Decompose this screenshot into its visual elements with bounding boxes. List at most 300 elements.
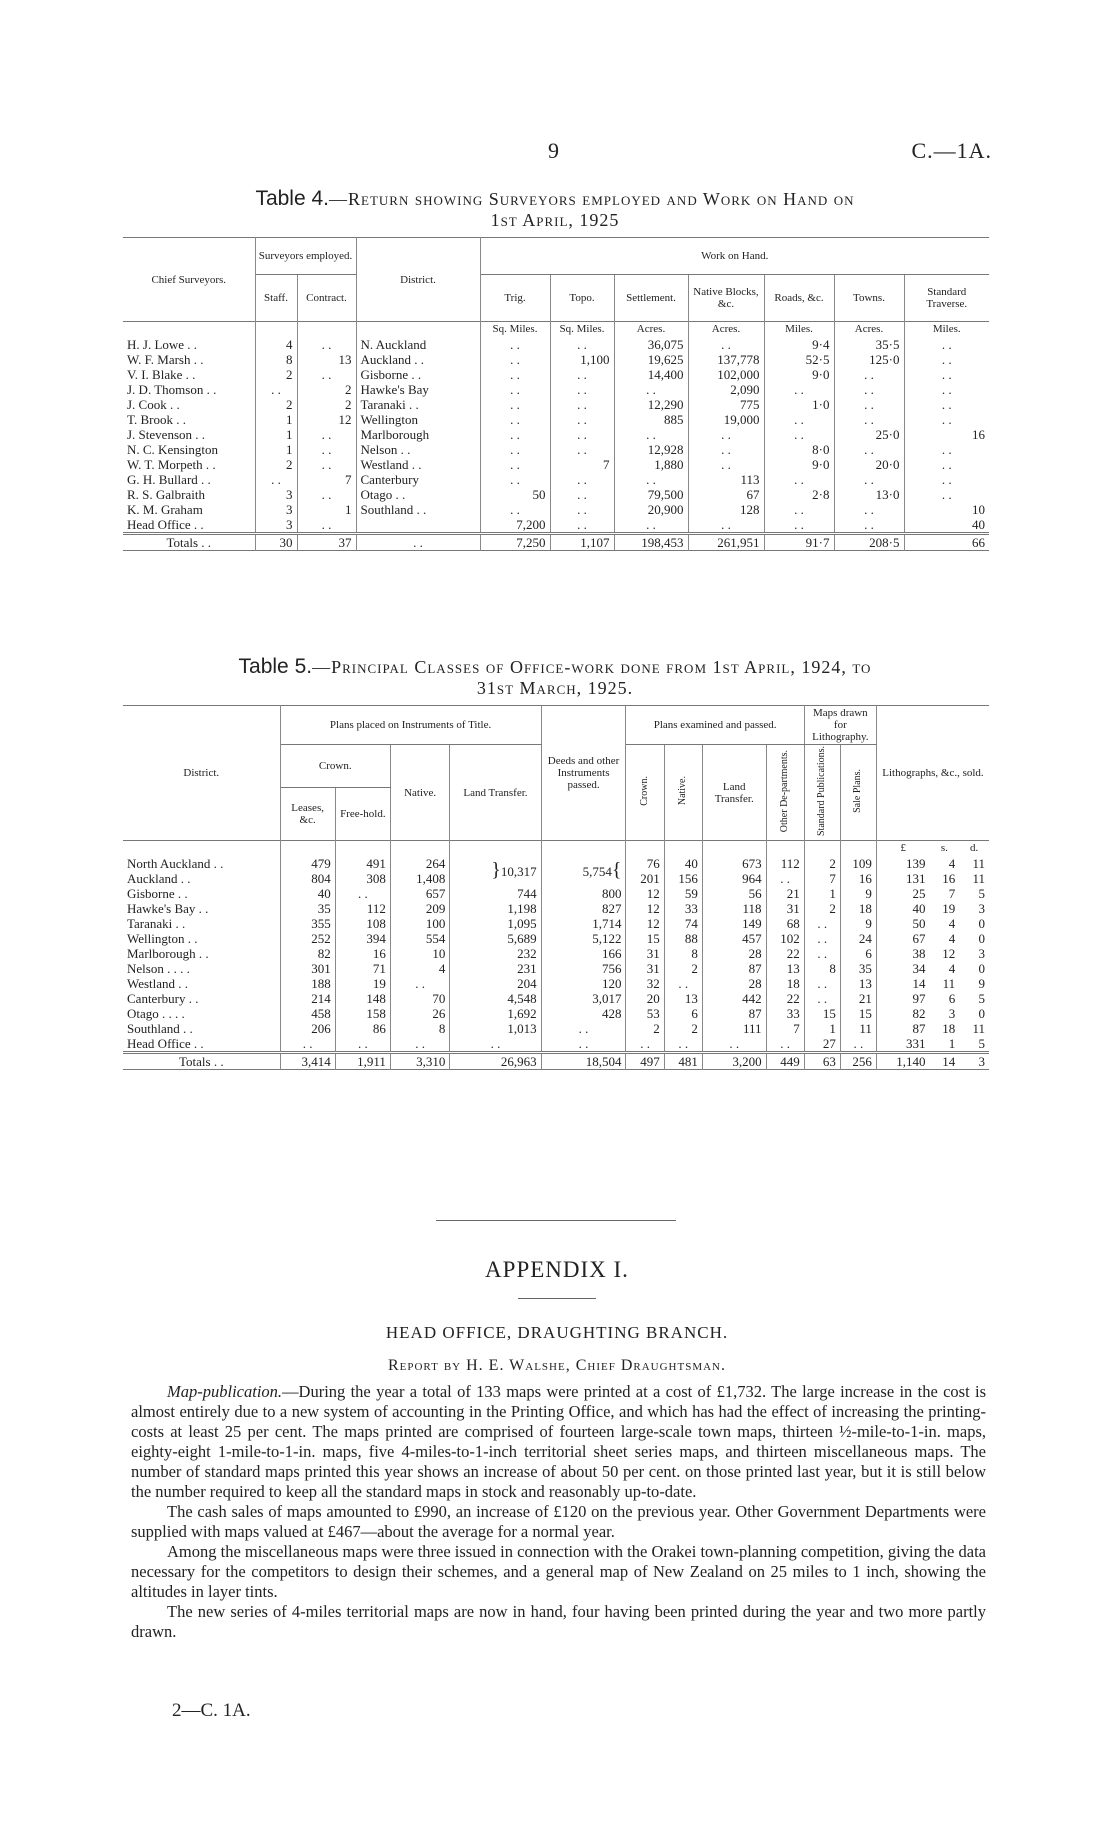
table5-cell: Southland . .: [123, 1021, 280, 1036]
table4-total-value: . .: [356, 534, 480, 551]
table-row: [123, 517, 989, 534]
table5-cell: 166: [541, 946, 626, 961]
table5-cell: Auckland . .: [123, 871, 280, 886]
table4-cell: 7,200: [480, 517, 550, 534]
table4-cell: . .: [941, 442, 952, 457]
table4-cell: . .: [255, 382, 297, 397]
table4-cell: 14,400: [614, 367, 688, 382]
table5-cell: 1,408: [390, 871, 449, 886]
table4-cell: . .: [480, 367, 550, 382]
table5-total-value: 3: [978, 1054, 985, 1069]
table4-unit-blank: [255, 322, 297, 338]
table5-cell: 188: [280, 976, 335, 991]
table5-cell: 28: [702, 946, 766, 961]
table4-cell: . .: [941, 352, 952, 367]
table5-cell: 149: [702, 916, 766, 931]
table4-cell: . .: [297, 457, 356, 472]
table5-header-deeds: Deeds and other Instruments passed.: [541, 706, 626, 841]
table5-cell: 82: [280, 946, 335, 961]
table5-cell: 657: [390, 886, 449, 901]
table5-cell: 4: [948, 931, 956, 946]
section-divider: [436, 1220, 676, 1221]
table4-cell: . .: [834, 502, 904, 517]
table5-cell: 33: [766, 1006, 804, 1021]
table5-cell: 76: [626, 856, 664, 871]
table-row: [123, 337, 989, 352]
table4-total-value: 208·5: [834, 534, 904, 551]
table4-unit: Acres.: [688, 322, 764, 338]
table5-cell: 40: [280, 886, 335, 901]
table4-cell: Taranaki . .: [356, 397, 480, 412]
table5-unit-blank: [390, 841, 449, 857]
table5-cell: 0: [978, 961, 985, 976]
table5-cell: 6: [664, 1006, 702, 1021]
table4-cell: 775: [688, 397, 764, 412]
table4-total-value: 66: [972, 535, 985, 550]
table4-cell: . .: [688, 442, 764, 457]
table5-cell: 68: [766, 916, 804, 931]
table5-header-ex-crown: Crown.: [626, 745, 664, 841]
table5-cell: 804: [280, 871, 335, 886]
table5-header-maps-drawn: Maps drawn for Lithography.: [804, 706, 876, 745]
table5-header-district: District.: [123, 706, 280, 841]
table5-cell: Gisborne . .: [123, 886, 280, 901]
table4-cell: . .: [764, 502, 834, 517]
table5-cell: [541, 856, 626, 886]
table5-cell: . .: [626, 1036, 664, 1053]
table4-cell: . .: [834, 472, 904, 487]
table5-total-value: 1,911: [335, 1053, 390, 1070]
table5-cell: 7: [766, 1021, 804, 1036]
table5-units-row: [123, 841, 989, 857]
table4-unit: Acres.: [834, 322, 904, 338]
table5-cell: 88: [664, 931, 702, 946]
table4-cell: . .: [480, 427, 550, 442]
table4-cell: 102,000: [688, 367, 764, 382]
table5-cell: Canterbury . .: [123, 991, 280, 1006]
table5-cell: . .: [335, 1036, 390, 1053]
table5-cell: 100: [390, 916, 449, 931]
table5-cell: 5,689: [450, 931, 541, 946]
table5-cell: 28: [702, 976, 766, 991]
table5-cell: . .: [390, 1036, 449, 1053]
table5-cell: 32: [626, 976, 664, 991]
table5-cell: 16: [840, 871, 876, 886]
table5-cell: 70: [390, 991, 449, 1006]
table4-total-value: 7,250: [480, 534, 550, 551]
table5-cell: 111: [702, 1021, 766, 1036]
table-row: [123, 472, 989, 487]
table5-header-other-depts: Other De-partments.: [766, 745, 804, 841]
table4-cell: . .: [764, 412, 834, 427]
table4-cell: 128: [688, 502, 764, 517]
table4-header-trig: Trig.: [480, 275, 550, 322]
table4-cell: 12: [297, 412, 356, 427]
table5-cell: 18: [942, 1021, 956, 1036]
table4-cell: J. D. Thomson . .: [123, 382, 255, 397]
table4-cell: 52·5: [764, 352, 834, 367]
table5-cell: 252: [280, 931, 335, 946]
table5-cell: 25: [912, 886, 926, 901]
table4-cell: . .: [550, 337, 614, 352]
table5-cell: 9: [840, 916, 876, 931]
table5-cell: 301: [280, 961, 335, 976]
table4-total-value: 198,453: [614, 534, 688, 551]
table5-cell: . .: [840, 1036, 876, 1053]
table4-cell: 25·0: [834, 427, 904, 442]
table5-cell: 3: [978, 946, 985, 961]
table4-unit: Acres.: [614, 322, 688, 338]
table5-cell: 744: [450, 886, 541, 901]
table5-cell: 131: [905, 871, 926, 886]
table4-cell: . .: [480, 352, 550, 367]
table5-cell: . .: [280, 1036, 335, 1053]
table5-unit-blank: [702, 841, 766, 857]
table5-merged-land-transfer: 10,317: [500, 864, 537, 879]
table4-header-topo: Topo.: [550, 275, 614, 322]
table5-cell: 120: [541, 976, 626, 991]
table4-header-settlement: Settlement.: [614, 275, 688, 322]
table-row: [123, 397, 989, 412]
table4-total-value: 37: [297, 534, 356, 551]
table4-header-surveyors: Surveyors employed.: [255, 238, 356, 275]
table5-total-value: 3,310: [390, 1053, 449, 1070]
table5-cell: 756: [541, 961, 626, 976]
table-row: [123, 352, 989, 367]
table4-cell: . .: [297, 517, 356, 534]
table5-cell: 87: [912, 1021, 926, 1036]
table5-header-native: Native.: [390, 745, 449, 841]
table4-cell: . .: [834, 442, 904, 457]
table4-cell: 2: [255, 367, 297, 382]
appendix-body: [131, 1382, 986, 1642]
table5-cell: 11: [840, 1021, 876, 1036]
table5-cell: 964: [702, 871, 766, 886]
table4-cell: . .: [550, 442, 614, 457]
table4-cell: . .: [764, 517, 834, 534]
table5-cell: 5: [978, 886, 985, 901]
table5-cell: 331: [905, 1036, 926, 1051]
table5-cell: 7: [804, 871, 840, 886]
table4-cell: . .: [550, 397, 614, 412]
table5-cell: 9: [978, 976, 985, 991]
table5-cell: Taranaki . .: [123, 916, 280, 931]
table5-cell: 40: [664, 856, 702, 871]
table4-cell: . .: [297, 427, 356, 442]
table4-title: [120, 188, 990, 231]
brace-icon: }: [491, 859, 501, 881]
table5-cell: Head Office . .: [123, 1036, 280, 1053]
table4-cell: Wellington: [356, 412, 480, 427]
table5-cell: 13: [766, 961, 804, 976]
table4-title-line2: 1st April, 1925: [490, 210, 620, 230]
table4-cell: Gisborne . .: [356, 367, 480, 382]
table5-total-value: 3,200: [702, 1053, 766, 1070]
table4-cell: 19,000: [688, 412, 764, 427]
table5-cell: 14: [912, 976, 926, 991]
table5-total-value: 63: [804, 1053, 840, 1070]
table5-cell: 35: [840, 961, 876, 976]
table5-cell: 479: [280, 856, 335, 871]
table4-cell: 7: [297, 472, 356, 487]
table5-cell: . .: [766, 871, 804, 886]
table-row: [123, 916, 989, 931]
table4-total-value: 1,107: [550, 534, 614, 551]
table5-cell: 1,692: [450, 1006, 541, 1021]
table-row: [123, 856, 989, 871]
table4-cell: H. J. Lowe . .: [123, 337, 255, 352]
paragraph-new-series: The new series of 4-miles territorial maps are now in hand, four having been printed during the year and two more partly drawn.: [131, 1602, 986, 1641]
table5-cell: 87: [702, 961, 766, 976]
table5-cell: 355: [280, 916, 335, 931]
table4-cell: T. Brook . .: [123, 412, 255, 427]
table5-cell: 4: [390, 961, 449, 976]
table5-cell: 34: [912, 961, 926, 976]
table-row: [123, 946, 989, 961]
table4-cell: 113: [688, 472, 764, 487]
table4-cell: 9·4: [764, 337, 834, 352]
table5-cell: 112: [766, 856, 804, 871]
table4-cell: 8·0: [764, 442, 834, 457]
table4-cell: . .: [480, 442, 550, 457]
table5-unit-blank: [804, 841, 840, 857]
table4-totals-label: Totals . .: [123, 534, 255, 551]
table5-cell: 12: [626, 901, 664, 916]
table4-cell: 1: [297, 502, 356, 517]
table-row: [123, 1036, 989, 1053]
table5-cell: 457: [702, 931, 766, 946]
table5-unit-blank: [335, 841, 390, 857]
table4-cell: . .: [941, 412, 952, 427]
table5-title-line2: 31st March, 1925.: [476, 678, 634, 698]
table5-cell: 8: [664, 946, 702, 961]
table5-cell: 27: [804, 1036, 840, 1053]
table4-cell: J. Cook . .: [123, 397, 255, 412]
table4-header-district: District.: [356, 238, 480, 322]
table4-cell: 125·0: [834, 352, 904, 367]
table5-cell: Marlborough . .: [123, 946, 280, 961]
table4-cell: 12,290: [614, 397, 688, 412]
table5-cell: . .: [804, 916, 840, 931]
table4-unit: Miles.: [764, 322, 834, 338]
table4-cell: 2: [297, 382, 356, 397]
paragraph-map-publication: Map-publication.—During the year a total of 133 maps were printed at a cost of £1,732. The large increase in the cost is almost entirely due to a new system of accounting in the Printing Office, and which has had the effect of increasing the printing-costs at least 25 per cent. The maps printed are comprised of fourteen large-scale town maps, thirteen ½-mile-to-1-in. maps, eighty-eight 1-mile-to-1-in. maps, five 4-miles-to-1-inch territorial sheet series maps, and thirteen miscellaneous maps. The number of standard maps printed this year shows an increase of about 50 per cent. on those printed last year, but it is still below the number required to keep all the standard maps in stock and reasonably up-to-date.: [131, 1382, 986, 1501]
table4-cell: . .: [480, 412, 550, 427]
table4-unit: Sq. Miles.: [480, 322, 550, 338]
page-signature: 2—C. 1A.: [172, 1700, 251, 1721]
table4-header-roads: Roads, &c.: [764, 275, 834, 322]
table5-cell: 209: [390, 901, 449, 916]
table4-cell: 1: [255, 442, 297, 457]
table5-cell: 2: [664, 961, 702, 976]
table5-title: [120, 656, 990, 699]
table-row: [123, 976, 989, 991]
table5-total-value: 449: [766, 1053, 804, 1070]
table5-cell: 1: [948, 1036, 956, 1051]
table5-cell: 31: [766, 901, 804, 916]
table-row: [123, 382, 989, 397]
table4-cell: . .: [834, 517, 904, 534]
table-row: [123, 961, 989, 976]
table4-cell: . .: [688, 337, 764, 352]
table5-cell: 11: [972, 871, 985, 886]
table5-cell: 22: [766, 946, 804, 961]
table5-total-value: 3,414: [280, 1053, 335, 1070]
table5-cell: 31: [626, 946, 664, 961]
table5-cell: Westland . .: [123, 976, 280, 991]
table4-total-value: 261,951: [688, 534, 764, 551]
table5-cell: 2: [804, 856, 840, 871]
table4-header-chief: Chief Surveyors.: [123, 238, 255, 322]
table5-cell: 156: [664, 871, 702, 886]
table5-cell: 12: [942, 946, 956, 961]
table5-cell: 4,548: [450, 991, 541, 1006]
table4-cell: . .: [480, 457, 550, 472]
table5-cell: 204: [450, 976, 541, 991]
table5-unit-blank: [626, 841, 664, 857]
table-row: [123, 502, 989, 517]
document-reference: C.—1A.: [911, 138, 992, 163]
table4-cell: 3: [255, 502, 297, 517]
table4-cell: 19,625: [614, 352, 688, 367]
table5-cell: 20: [626, 991, 664, 1006]
table5-cell: 11: [972, 1021, 985, 1036]
table4-cell: [356, 517, 480, 534]
table-row: [123, 427, 989, 442]
table5-cell: 22: [766, 991, 804, 1006]
table5-cell: . .: [664, 1036, 702, 1053]
table-row: [123, 991, 989, 1006]
table4-unit: Sq. Miles.: [550, 322, 614, 338]
table5-unit-blank: [541, 841, 626, 857]
table5-cell: 8: [804, 961, 840, 976]
table4-cell: . .: [941, 487, 952, 502]
table4-cell: . .: [480, 502, 550, 517]
table5-cell: 554: [390, 931, 449, 946]
table4-header-work: Work on Hand.: [480, 238, 989, 275]
paragraph-miscellaneous: Among the miscellaneous maps were three issued in connection with the Orakei town-planning competition, giving the data necessary for the competitors to design their schemes, and a general map of New Zealand on 25 miles to 1 inch, showing the altitudes in layer tints.: [131, 1542, 986, 1601]
table4-cell: . .: [614, 427, 688, 442]
table5-unit-blank: [280, 841, 335, 857]
table4-cell: . .: [688, 427, 764, 442]
table5-merged-deeds: 5,754: [582, 864, 612, 879]
table5-header-standard-pubs: Standard Publications.: [804, 745, 840, 841]
table5-cell: . .: [664, 976, 702, 991]
table5: [123, 705, 989, 1070]
table5-cell: . .: [541, 1021, 626, 1036]
table5-cell: 308: [335, 871, 390, 886]
table4-cell: . .: [764, 427, 834, 442]
table4-cell: Canterbury: [356, 472, 480, 487]
table5-cell: 24: [840, 931, 876, 946]
table5-cell: . .: [335, 886, 390, 901]
table4-cell: Marlborough: [356, 427, 480, 442]
table5-cell: [450, 856, 541, 886]
table5-cell: 15: [840, 1006, 876, 1021]
table5-cell: 5: [978, 991, 985, 1006]
table4-cell: 2: [297, 397, 356, 412]
table5-cell: 8: [390, 1021, 449, 1036]
table4-cell: . .: [550, 487, 614, 502]
table4-cell: 13: [297, 352, 356, 367]
table4-cell: 8: [255, 352, 297, 367]
table5-cell: 2: [626, 1021, 664, 1036]
table5-cell: 1,198: [450, 901, 541, 916]
table4-units-row: [123, 322, 989, 338]
table5-cell: 5: [978, 1036, 985, 1051]
table4-cell: 40: [972, 517, 985, 532]
table5-cell: 800: [541, 886, 626, 901]
table5-cell: Hawke's Bay . .: [123, 901, 280, 916]
table4-header-native: Native Blocks, &c.: [688, 275, 764, 322]
table5-total-value: 497: [626, 1053, 664, 1070]
table-row: [123, 1006, 989, 1021]
table5-cell: 0: [978, 1006, 985, 1021]
table4-cell: 35·5: [834, 337, 904, 352]
table4-cell: . .: [297, 337, 356, 352]
table4-cell: G. H. Bullard . .: [123, 472, 255, 487]
table5-total-value: 26,963: [450, 1053, 541, 1070]
table5-cell: Wellington . .: [123, 931, 280, 946]
table5-cell: 3: [978, 901, 985, 916]
table-row: [123, 442, 989, 457]
table4-cell: 3: [255, 517, 297, 534]
table5-unit-blank: [766, 841, 804, 857]
table4-header-towns: Towns.: [834, 275, 904, 322]
table5-cell: 4: [948, 856, 956, 871]
table4-cell: Nelson . .: [356, 442, 480, 457]
table5-total-value: 1,140: [896, 1054, 926, 1069]
table5-cell: 56: [702, 886, 766, 901]
brace-icon: {: [611, 859, 622, 881]
table5-header-plans-examined: Plans examined and passed.: [626, 706, 804, 745]
table5-header-land-transfer: Land Transfer.: [450, 745, 541, 841]
table5-cell: 6: [948, 991, 956, 1006]
table4-cell: 2: [255, 397, 297, 412]
table5-unit-shillings: s.: [940, 842, 948, 854]
table5-cell: 16: [942, 871, 956, 886]
table4-cell: . .: [614, 472, 688, 487]
table5-cell: 394: [335, 931, 390, 946]
table4-cell: 885: [614, 412, 688, 427]
table4-cell: 67: [688, 487, 764, 502]
table4-cell: Southland . .: [356, 502, 480, 517]
table5-cell: 5,122: [541, 931, 626, 946]
table4-cell: 2: [255, 457, 297, 472]
table5-unit-blank: [664, 841, 702, 857]
table5-cell: 26: [390, 1006, 449, 1021]
table4-cell: . .: [764, 472, 834, 487]
table4-cell: Hawke's Bay: [356, 382, 480, 397]
table4-unit: Miles.: [932, 323, 961, 335]
table5-cell: 108: [335, 916, 390, 931]
table5-cell: 15: [626, 931, 664, 946]
table-row: [123, 901, 989, 916]
table5-header-ex-land-transfer: Land Transfer.: [702, 745, 766, 841]
table5-cell: 0: [978, 931, 985, 946]
table4-cell: 2·8: [764, 487, 834, 502]
table4-cell: . .: [688, 457, 764, 472]
table4-cell: . .: [688, 517, 764, 534]
table4-unit-blank: [297, 322, 356, 338]
table5-unit-pounds: £: [900, 842, 906, 854]
table5-cell: 21: [766, 886, 804, 901]
table5-cell: 97: [912, 991, 926, 1006]
table5-total-value: 256: [840, 1053, 876, 1070]
table5-header-litho: Lithographs, &c., sold.: [882, 767, 984, 779]
table5-cell: Nelson . . . .: [123, 961, 280, 976]
table4-total-value: 30: [255, 534, 297, 551]
